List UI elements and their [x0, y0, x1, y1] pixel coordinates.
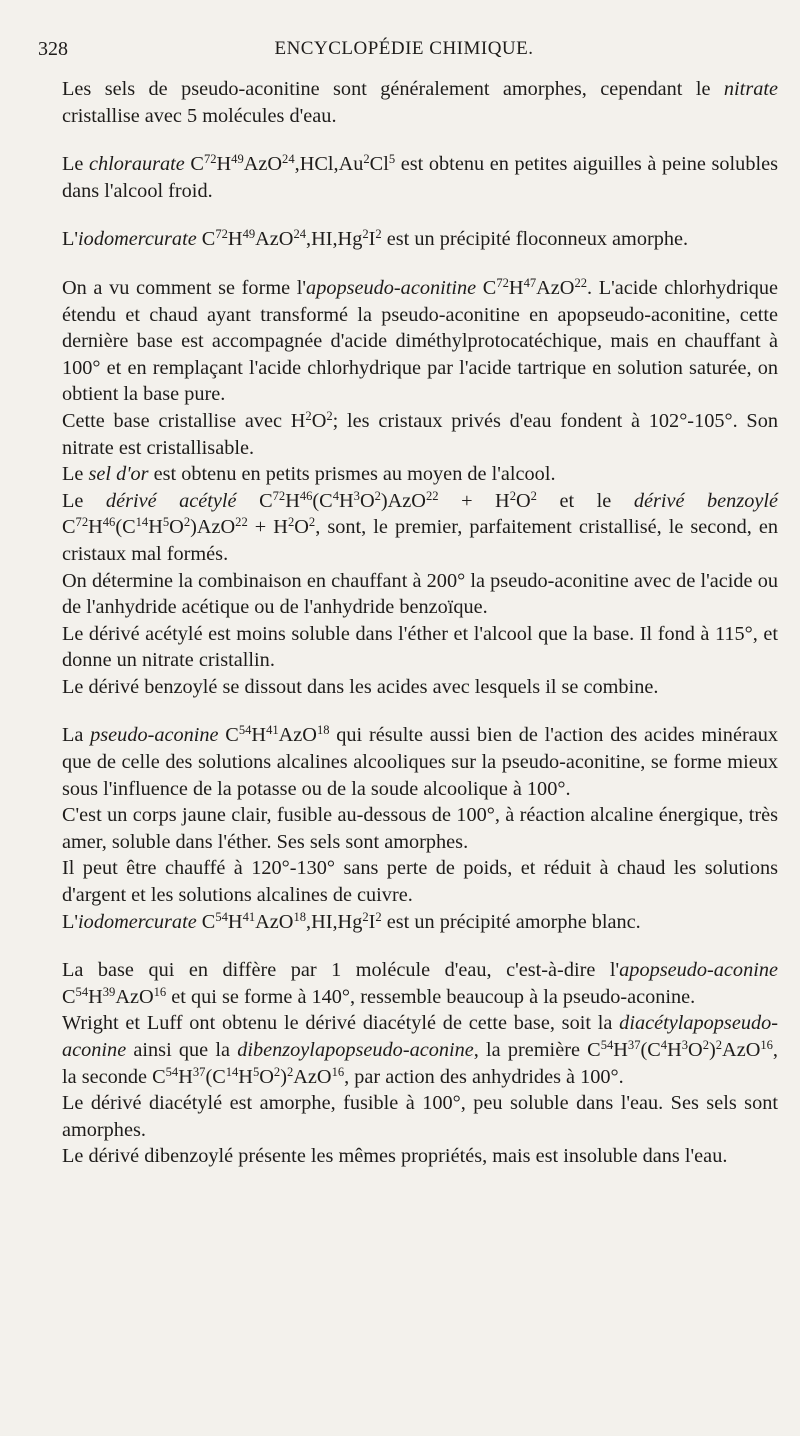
page-number: 328: [38, 38, 68, 60]
paragraph: La pseudo-aconine $C^{54}H^{41}AzO^{18}$ qui résulte aussi bien de l'action des acides minéraux que de celle des solutions alcalines alcooliques sur la pseudo-aconitine, se forme mieux sous l'influence de la potasse ou de la soude alcoolique à 100°.: [62, 723, 778, 800]
paragraph: Le dérivé diacétylé est amorphe, fusible à 100°, peu soluble dans l'eau. Ses sels sont amorphes.: [62, 1092, 778, 1141]
paragraph: Le dérivé dibenzoylé présente les mêmes propriétés, mais est insoluble dans l'eau.: [62, 1145, 728, 1168]
paragraph: Les sels de pseudo-aconitine sont généralement amorphes, cependant le nitrate cristallise avec 5 molécules d'eau.: [62, 78, 778, 127]
paragraph: Wright et Luff ont obtenu le dérivé diacétylé de cette base, soit la diacétylapopseudo-aconine ainsi que la dibenzoylapopseudo-aconine, la première $C^{54}H^{37}(C^4H^3O^2)^2AzO^{16}$, la seconde $C^{54}H^{37}(C^{14}H^5O^2)^2AzO^{16}$, par action des anhydrides à 100°.: [62, 1012, 778, 1088]
paragraph: La base qui en diffère par 1 molécule d'eau, c'est-à-dire l'apopseudo-aconine $C^{54}H^{39}AzO^{16}$ et qui se forme à 140°, ressemble beaucoup à la pseudo-aconine.: [62, 959, 778, 1008]
page-header: [38, 38, 770, 68]
paragraph: On détermine la combinaison en chauffant à 200° la pseudo-aconitine avec de l'acide ou de l'anhydride acétique ou de l'anhydride benzoïque.: [62, 569, 778, 619]
paragraph: L'iodomercurate $C^{72}H^{49}AzO^{24},HI,Hg^2I^2$ est un précipité floconneux amorphe.: [62, 227, 689, 251]
paragraph: C'est un corps jaune clair, fusible au-dessous de 100°, à réaction alcaline énergique, très amer, soluble dans l'éther. Ses sels sont amorphes.: [62, 804, 778, 853]
paragraph: L'iodomercurate $C^{54}H^{41}AzO^{18},HI,Hg^2I^2$ est un précipité amorphe blanc.: [62, 909, 641, 933]
paragraph: Le sel d'or est obtenu en petits prismes au moyen de l'alcool.: [62, 463, 556, 486]
paragraph: Le dérivé acétylé est moins soluble dans l'éther et l'alcool que la base. Il fond à 115°, et donne un nitrate cristallin.: [62, 622, 778, 672]
paragraph: Le chloraurate $C^{72}H^{49}AzO^{24},HCl,Au^2Cl^5$ est obtenu en petites aiguilles à peine solubles dans l'alcool froid.: [62, 152, 778, 202]
paragraph: Cette base cristallise avec $H^2O^2$; les cristaux privés d'eau fondent à 102°-105°. Son nitrate est cristallisable.: [62, 409, 778, 459]
paragraph: On a vu comment se forme l'apopseudo-aconitine $C^{72}H^{47}AzO^{22}$. L'acide chlorhydrique étendu et chaud ayant transformé la pseudo-aconitine en apopseudo-aconitine, cette dernière base est accompagnée d'acide diméthylprotocatéchique, mais en chauffant à 100° et en remplaçant l'acide chlorhydrique par l'acide tartrique en solution saturée, on obtient la base pure.: [62, 276, 778, 406]
body-text: [62, 76, 778, 1170]
paragraph: Il peut être chauffé à 120°-130° sans perte de poids, et réduit à chaud les solutions d'argent et les solutions alcalines de cuivre.: [62, 857, 778, 907]
running-title: ENCYCLOPÉDIE CHIMIQUE.: [274, 38, 534, 59]
paragraph: Le dérivé acétylé $C^{72}H^{46}(C^4H^3O^2)AzO^{22} + H^2O^2$ et le dérivé benzoylé $C^{72}H^{46}(C^{14}H^5O^2)AzO^{22} + H^2O^2$, sont, le premier, parfaitement cristallisé, le second, en cristaux mal formés.: [62, 488, 778, 565]
paragraph: Le dérivé benzoylé se dissout dans les acides avec lesquels il se combine.: [62, 675, 659, 698]
